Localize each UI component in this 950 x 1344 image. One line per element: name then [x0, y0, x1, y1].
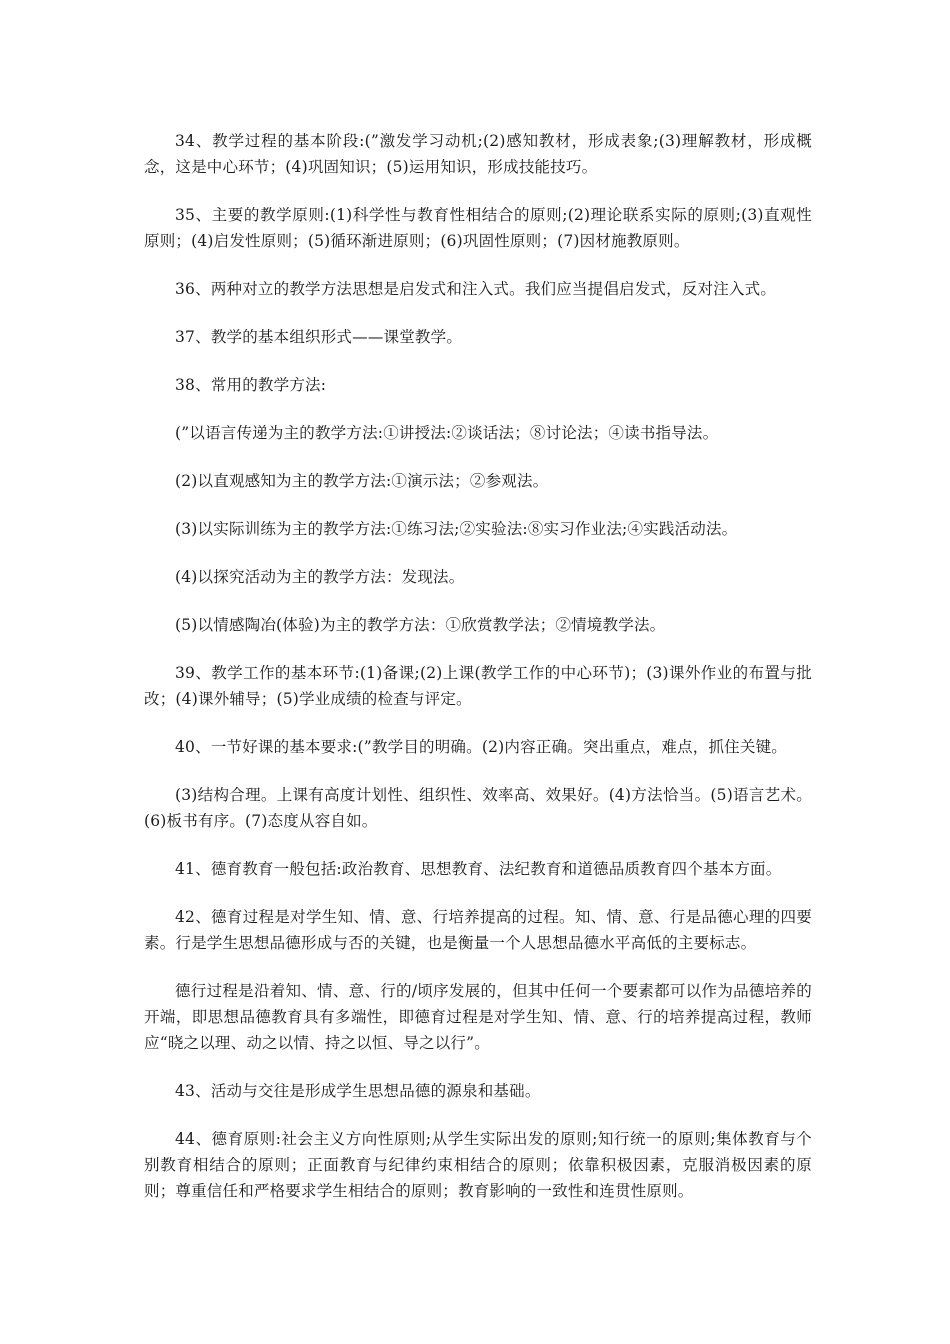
paragraph-38-3: (3)以实际训练为主的教学方法:①练习法;②实验法:⑧实习作业法;④实践活动法。: [175, 520, 738, 538]
paragraph-36: 36、两种对立的教学方法思想是启发式和注入式。我们应当提倡启发式，反对注入式。: [175, 280, 777, 298]
paragraph-35: 35、主要的教学原则:(1)科学性与教育性相结合的原则;(2)理论联系实际的原则;(3)直观性原则；(4)启发性原则；(5)循环渐进原则；(6)巩固性原则；(7)因材施教原则。: [144, 206, 812, 250]
paragraph-44: 44、德育原则:社会主义方向性原则;从学生实际出发的原则;知行统一的原则;集体教育与个别教育相结合的原则；正面教育与纪律约束相结合的原则；依靠积极因素，克服消极因素的原则；尊重信任和严格要求学生相结合的原则；教育影响的一致性和连贯性原则。: [144, 1130, 812, 1200]
paragraph-38-2: (2)以直观感知为主的教学方法:①演示法；②参观法。: [175, 472, 549, 490]
paragraph-37: 37、教学的基本组织形式——课堂教学。: [175, 328, 463, 346]
paragraph-38-4: (4)以探究活动为主的教学方法：发现法。: [175, 568, 465, 586]
document-page: [144, 128, 812, 1226]
paragraph-38: 38、常用的教学方法:: [175, 376, 327, 394]
paragraph-43: 43、活动与交往是形成学生思想品德的源泉和基础。: [175, 1082, 541, 1100]
paragraph-40-cont: (3)结构合理。上课有高度计划性、组织性、效率高、效果好。(4)方法恰当。(5)语言艺术。(6)板书有序。(7)态度从容自如。: [144, 786, 812, 830]
paragraph-40: 40、一节好课的基本要求:(”教学目的明确。(2)内容正确。突出重点，难点，抓住关键。: [175, 738, 787, 756]
paragraph-38-5: (5)以情感陶冶(体验)为主的教学方法：①欣赏教学法；②情境教学法。: [175, 616, 666, 634]
paragraph-42: 42、德育过程是对学生知、情、意、行培养提高的过程。知、情、意、行是品德心理的四要素。行是学生思想品德形成与否的关键，也是衡量一个人思想品德水平高低的主要标志。: [144, 908, 812, 952]
paragraph-38-1: (”以语言传递为主的教学方法:①讲授法:②谈话法；⑧讨论法；④读书指导法。: [175, 424, 719, 442]
paragraph-39: 39、教学工作的基本环节:(1)备课;(2)上课(教学工作的中心环节)；(3)课外作业的布置与批改；(4)课外辅导；(5)学业成绩的检查与评定。: [144, 664, 812, 708]
paragraph-34: 34、教学过程的基本阶段:(”激发学习动机;(2)感知教材，形成表象;(3)理解教材，形成概念，这是中心环节；(4)巩固知识；(5)运用知识，形成技能技巧。: [144, 132, 812, 176]
paragraph-41: 41、德育教育一般包括:政治教育、思想教育、法纪教育和道德品质教育四个基本方面。: [175, 860, 782, 878]
paragraph-42-cont: 德行过程是沿着知、情、意、行的/顷序发展的，但其中任何一个要素都可以作为品德培养的开端，即思想品德教育具有多端性，即德育过程是对学生知、情、意、行的培养提高过程，教师应“晓之以理、动之以情、持之以恒、导之以行”。: [144, 982, 812, 1052]
